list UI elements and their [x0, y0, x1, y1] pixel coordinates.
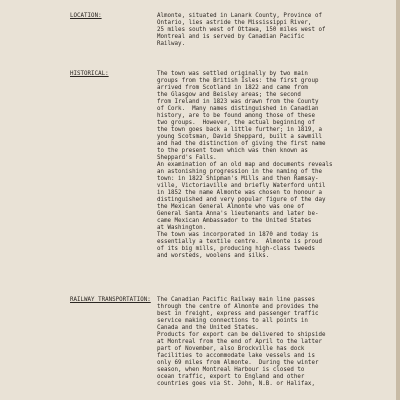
page-edge [396, 0, 400, 400]
section-label-railway-transportation: RAILWAY TRANSPORTATION: [70, 297, 151, 303]
section-label-historical: HISTORICAL: [70, 71, 109, 77]
section-label-location: LOCATION: [70, 13, 102, 19]
section-text-railway-transportation: The Canadian Pacific Railway main line passes through the centre of Almonte and provides the best in freight, express and passenger traffic service making connections to all points in Canada and the United States. Products for export can be delivered to shipside at Montreal from the end of April to the latter part of November, also Brockville has dock facilities to accommodate lake vessels and is only 69 miles from Almonte. During the winter season, when Montreal Harbour is closed to ocean traffic, export to England and other countries goes via St. John, N.B. or Halifax, [157, 297, 326, 387]
section-text-location: Almonte, situated in Lanark County, Province of Ontario, lies astride the Mississippi River, 25 miles south west of Ottawa, 150 miles west of Montreal and is served by Canadian Pacific Railway. [157, 13, 326, 47]
section-text-historical: The town was settled originally by two main groups from the British Isles: the first group arrived from Scotland in 1822 and came from the Glasgow and Beisley areas; the second from Ireland in 1823 was drawn from the County of Cork. Many names distinguished in Canadian history, are to be found among those of these two groups. However, the actual beginning of the town goes back a little further; in 1819, a young Scotsman, David Sheppard, built a sawmill and had the distinction of giving the first name to the present town which was then known as Sheppard's Falls. An examination of an old map and documents reveals an astonishing progression in the naming of the town: in 1822 Shipman's Mills and then Ramsay- ville, Victoriaville and briefly Waterford until in 1852 the name Almonte was chosen to honour a distinguished and very popular figure of the day the Mexican General Almonte who was one of General Santa Anna's lieutenants and later be- came Mexican Ambassador to the United States at Washington. The town was incorporated in 1870 and today is essentially a textile centre. Almonte is proud of its big mills, producing high-class tweeds and worsteds, woolens and silks. [157, 71, 333, 259]
